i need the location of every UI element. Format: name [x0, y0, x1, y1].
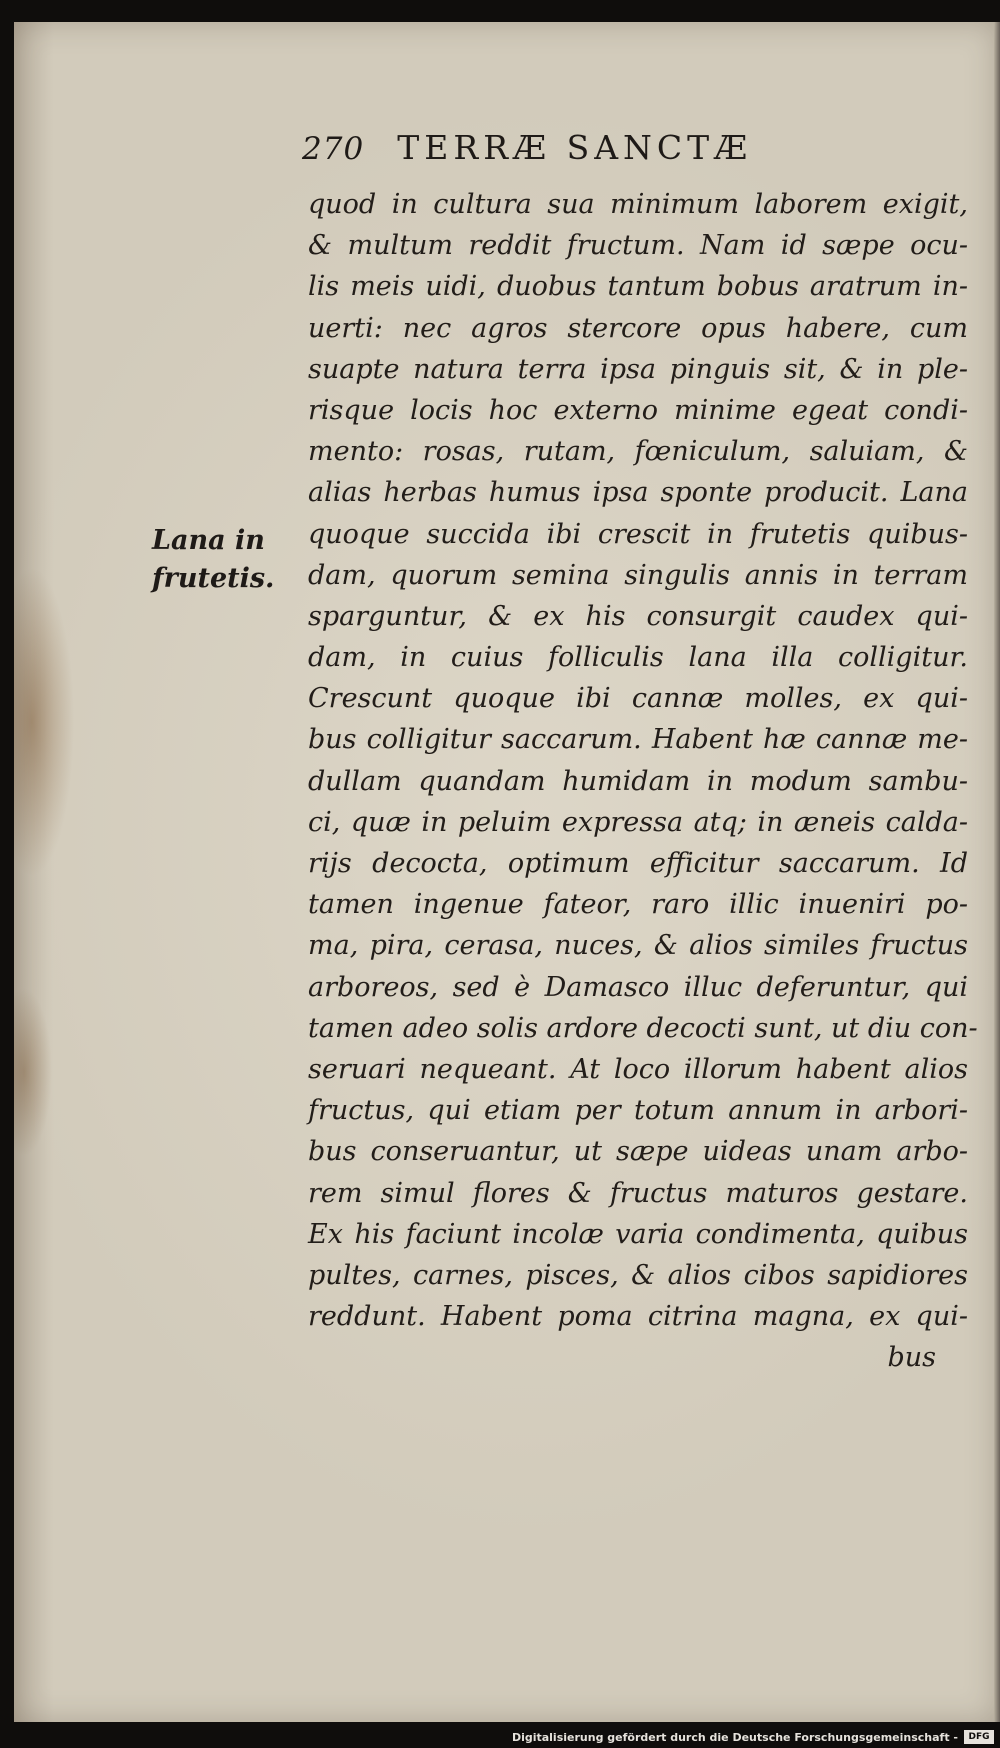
text-line: reddunt. Habent poma citrina magna, ex qui-	[308, 1301, 968, 1333]
text-line: bus colligitur saccarum. Habent hæ cannæ me-	[308, 724, 968, 756]
text-line: dam, quorum semina singulis annis in terram	[308, 559, 968, 591]
text-line: tamen ingenue fateor, raro illic inueniri po-	[308, 889, 968, 921]
text-line: ma, pira, cerasa, nuces, & alios similes fructus	[308, 930, 968, 962]
text-line: dam, in cuius folliculis lana illa colligitur.	[308, 642, 968, 674]
marginal-note-line: Lana in	[152, 525, 265, 556]
text-line: sparguntur, & ex his consurgit caudex qui-	[308, 600, 968, 632]
text-line: fructus, qui etiam per totum annum in arbori-	[308, 1095, 968, 1127]
text-line: rem simul flores & fructus maturos gestare.	[308, 1177, 968, 1209]
marginal-note-line: frutetis.	[152, 563, 275, 594]
text-line: quoque succida ibi crescit in frutetis quibus-	[308, 518, 968, 550]
text-line: & multum reddit fructum. Nam id sæpe ocu-	[308, 230, 968, 262]
text-line: ci, quæ in peluim expressa atq; in æneis calda-	[308, 806, 968, 838]
text-line: tamen adeo solis ardore decocti sunt, ut diu con-	[308, 1012, 978, 1044]
digitization-credit: Digitalisierung gefördert durch die Deutsche Forschungsgemeinschaft -	[511, 1731, 958, 1744]
page-edge	[994, 22, 1000, 1722]
text-line: alias herbas humus ipsa sponte producit. Lana	[308, 477, 968, 509]
text-line: arboreos, sed è Damasco illuc deferuntur, qui	[308, 971, 968, 1003]
text-line: bus conseruantur, ut sæpe uideas unam arbo-	[308, 1136, 968, 1168]
text-line: Crescunt quoque ibi cannæ molles, ex qui-	[308, 683, 968, 715]
text-line: lis meis uidi, duobus tantum bobus aratrum in-	[308, 271, 968, 303]
page-header	[302, 128, 752, 167]
text-line: rijs decocta, optimum efficitur saccarum. Id	[308, 848, 968, 879]
page-number: 270	[302, 131, 365, 167]
text-line: suapte natura terra ipsa pinguis sit, & in ple-	[308, 353, 968, 385]
text-line: Ex his faciunt incolæ varia condimenta, quibus	[308, 1218, 968, 1250]
text-line: quod in cultura sua minimum laborem exigit,	[308, 189, 968, 220]
text-line: dullam quandam humidam in modum sambu-	[308, 765, 968, 797]
running-head: TERRÆ SANCTÆ	[397, 128, 753, 167]
marginal-note	[152, 522, 274, 598]
body-text	[308, 184, 978, 1378]
text-line: mento: rosas, rutam, fœniculum, saluiam, &	[308, 436, 968, 468]
text-line: uerti: nec agros stercore opus habere, cum	[308, 312, 968, 344]
text-line: risque locis hoc externo minime egeat condi-	[308, 394, 968, 426]
text-line: seruari nequeant. At loco illorum habent alios	[308, 1053, 968, 1085]
catchword: bus	[887, 1342, 936, 1374]
dfg-logo: DFG	[964, 1730, 994, 1744]
text-line: pultes, carnes, pisces, & alios cibos sapidiores	[308, 1259, 968, 1291]
